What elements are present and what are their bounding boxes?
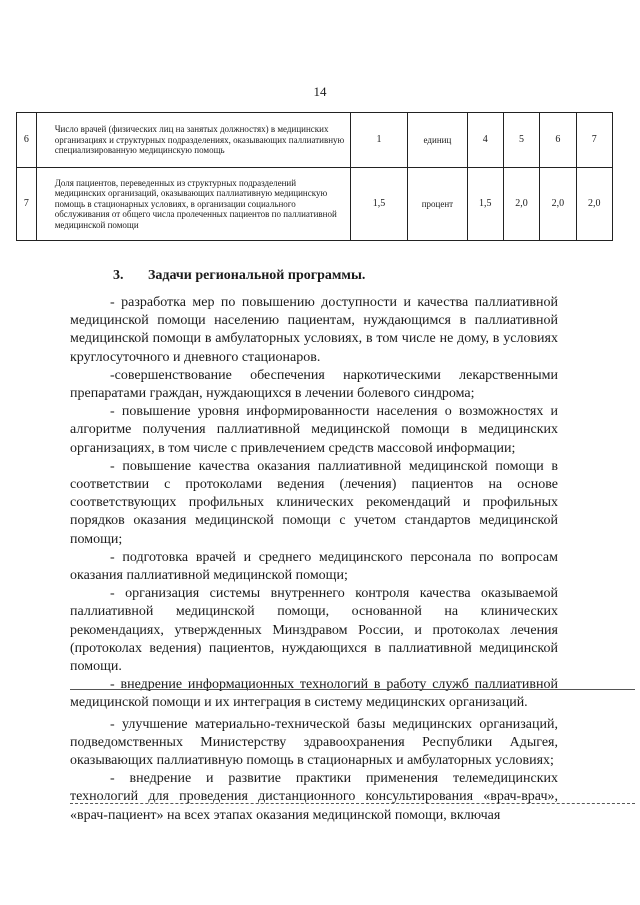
year-value: 5 (503, 113, 539, 168)
table-row (17, 168, 613, 241)
task-paragraph: - подготовка врачей и среднего медицинского персонала по вопросам оказания паллиативной медицинской помощи; (70, 549, 558, 584)
task-paragraph: - улучшение материально-технической базы медицинских организаций, подведомственных Министерству здравоохранения Республики Адыгея, оказывающих паллиативную помощь в стационарных и амбулаторных условиях; (70, 716, 558, 769)
task-paragraph: - повышение качества оказания паллиативной медицинской помощи в соответствии с протоколами ведения (лечения) пациентов на основе соответствующих профильных клинических рекомендаций и профильных порядков оказания медицинской помощи с учетом стандартов медицинской помощи; (70, 458, 558, 547)
section-number: 3. (113, 268, 124, 283)
unit-cell: единиц (408, 113, 467, 168)
task-paragraph: - внедрение и развитие практики применения телемедицинских технологий для проведения дистанционного консультирования «врач-врач», «врач-пациент» на всех этапах оказания медицинской помощи, включая (70, 771, 558, 823)
row-number: 7 (17, 168, 37, 241)
year-value: 4 (467, 113, 503, 168)
year-value: 2,0 (503, 168, 539, 241)
year-value: 7 (576, 113, 612, 168)
task-paragraph: -совершенствование обеспечения наркотическими лекарственными препаратами граждан, нуждающихся в лечении болевого синдрома; (70, 367, 558, 402)
scan-divider-line (70, 689, 635, 690)
indicator-name: Число врачей (физических лиц на занятых должностях) в медицинских организациях и структурных подразделениях, оказывающих паллиативную специализированную медицинскую помощь (36, 113, 350, 168)
row-number: 6 (17, 113, 37, 168)
base-value: 1,5 (350, 168, 408, 241)
section-title: Задачи региональной программы. (148, 268, 366, 283)
section-heading (113, 268, 365, 284)
tasks-list (70, 294, 558, 825)
year-value: 6 (540, 113, 576, 168)
task-paragraph: - разработка мер по повышению доступности и качества паллиативной медицинской помощи населению пациентам, нуждающимся в паллиативной медицинской помощи в амбулаторных условиях, в том числе не дому, в условиях круглосуточного и дневного стационаров. (70, 295, 558, 365)
year-value: 2,0 (576, 168, 612, 241)
task-paragraph: - организация системы внутреннего контроля качества оказываемой паллиативной медицинской помощи, основанной на клинических рекомендациях, утвержденных Минздравом России, и протоколах лечения (протоколах ведения) пациентов, нуждающихся в паллиативной медицинской помощи. (70, 586, 558, 675)
scan-divider-line (70, 803, 635, 804)
task-paragraph: - повышение уровня информированности населения о возможностях и алгоритме получения паллиативной медицинской помощи в медицинских организациях, в том числе с привлечением средств массовой информации; (70, 404, 558, 456)
indicators-table (16, 112, 613, 241)
year-value: 2,0 (540, 168, 576, 241)
task-paragraph: - внедрение информационных технологий в работу служб паллиативной медицинской помощи и их интеграция в систему медицинских организаций. (70, 677, 558, 711)
unit-cell: процент (408, 168, 467, 241)
year-value: 1,5 (467, 168, 503, 241)
base-value: 1 (350, 113, 408, 168)
indicator-name: Доля пациентов, переведенных из структурных подразделений медицинских организаций, оказывающих паллиативную медицинскую помощь в стационарных условиях, в организации социального обслуживания от общего числа пролеченных пациентов по паллиативной медицинской помощи (36, 168, 350, 241)
table-row (17, 113, 613, 168)
page-number: 14 (313, 84, 327, 99)
